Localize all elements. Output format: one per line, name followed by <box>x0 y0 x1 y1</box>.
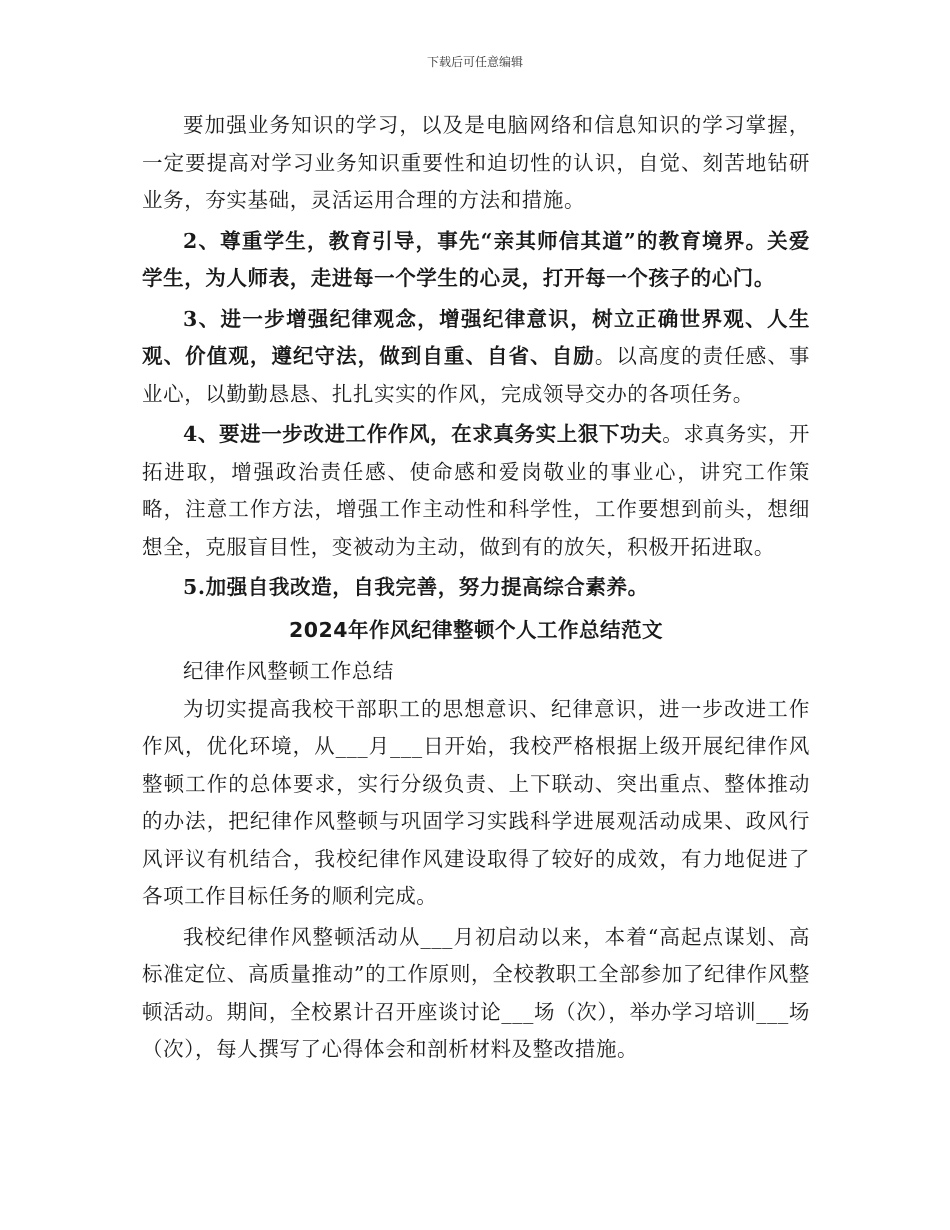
point-4-body: 。求真务实，开拓进取，增强政治责任感、使命感和爱岗敬业的事业心，讲究工作策略，注意工作方法，增强工作主动性和科学性，工作要想到前头，想细想全，克服盲目性，变被动为主动，做到有的放矢，积极开拓进取。 <box>142 422 810 559</box>
paragraph-summary-activity: 我校纪律作风整顿活动从___月初启动以来，本着“高起点谋划、高标准定位、高质量推动”的工作原则，全校教职工全部参加了纪律作风整顿活动。期间，全校累计召开座谈讨论___场（次），举办学习培训___场（次），每人撰写了心得体会和剖析材料及整改措施。 <box>142 924 810 1061</box>
point-3-heading: 3、进一步增强纪律观念，增强纪律意识，树立正确世界观、人生观、价值观，遵纪守法，做到自重、自省、自励 <box>142 306 810 368</box>
document-title: 2024年作风纪律整顿个人工作总结范文 <box>288 617 664 642</box>
point-4-heading: 4、要进一步改进工作作风，在求真务实上狠下功夫 <box>183 422 663 446</box>
paragraph-subtitle: 纪律作风整顿工作总结 <box>183 659 394 683</box>
document-body <box>142 107 810 1069</box>
paragraph-point-5: 5.加强自我改造，自我完善，努力提高综合素养。 <box>183 575 649 599</box>
paragraph-point-3 <box>142 301 810 414</box>
paragraph-point-2: 2、尊重学生，教育引导，事先“亲其师信其道”的教育境界。关爱学生，为人师表，走进每一个学生的心灵，打开每一个孩子的心门。 <box>142 228 810 290</box>
paragraph-summary-intro: 为切实提高我校干部职工的思想意识、纪律意识，进一步改进工作作风，优化环境，从___月___日开始，我校严格根据上级开展纪律作风整顿工作的总体要求，实行分级负责、上下联动、突出重点、整体推动的办法，把纪律作风整顿与巩固学习实践科学进展观活动成果、政风行风评议有机结合，我校纪律作风建设取得了较好的成效，有力地促进了各项工作目标任务的顺利完成。 <box>142 696 810 908</box>
page-header-note: 下载后可任意编辑 <box>426 55 523 69</box>
point-3-body: 。以高度的责任感、事业心，以勤勤恳恳、扎扎实实的作风，完成领导交办的各项任务。 <box>142 344 810 406</box>
paragraph-study: 要加强业务知识的学习，以及是电脑网络和信息知识的学习掌握，一定要提高对学习业务知识重要性和迫切性的认识，自觉、刻苦地钻研业务，夯实基础，灵活运用合理的方法和措施。 <box>142 113 810 212</box>
paragraph-point-4 <box>142 416 810 566</box>
